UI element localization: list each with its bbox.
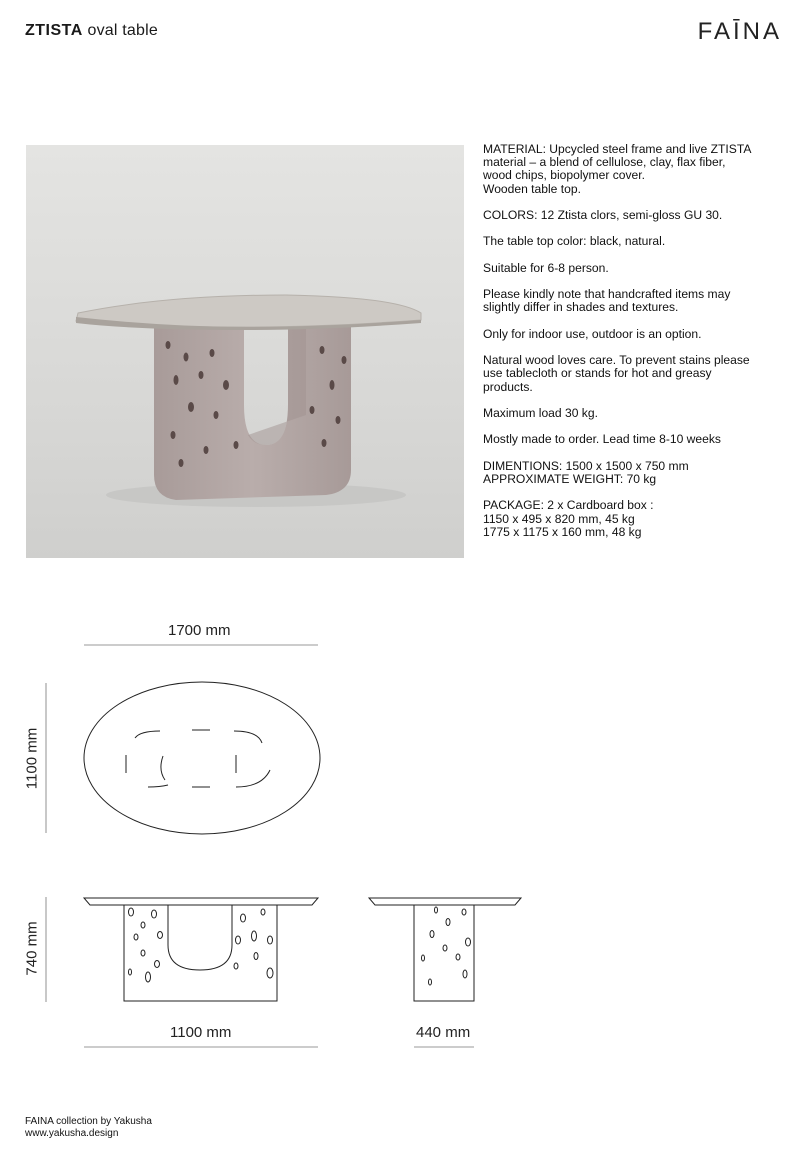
front-width-label: 1100 mm [170, 1024, 232, 1041]
spec-care-line: Natural wood loves care. To prevent stains please [483, 353, 750, 368]
spec-package-line: 1775 x 1175 x 160 mm, 48 kg [483, 524, 642, 539]
spec-package-line: PACKAGE: 2 x Cardboard box : [483, 498, 654, 513]
spec-care-line: use tablecloth or stands for hot and greasy [483, 366, 712, 381]
front-view-drawing [84, 898, 318, 1001]
spec-material-line: Wooden table top. [483, 181, 581, 196]
product-name: oval table [87, 22, 158, 39]
spec-suitable: Suitable for 6-8 person. [483, 260, 609, 275]
spec-dimensions-line: APPROXIMATE WEIGHT: 70 kg [483, 471, 657, 486]
top-width-label: 1700 mm [168, 622, 231, 639]
spec-material-line: wood chips, biopolymer cover. [483, 168, 646, 183]
spec-indoor: Only for indoor use, outdoor is an option. [483, 326, 702, 341]
faina-logo: FAĪNA [697, 18, 782, 45]
spec-handcrafted-line: slightly differ in shades and textures. [483, 300, 679, 315]
spec-dimensions-line: DIMENTIONS: 1500 x 1500 x 750 mm [483, 458, 689, 473]
top-view-drawing [84, 682, 320, 834]
spec-handcrafted-line: Please kindly note that handcrafted items may [483, 287, 731, 302]
spec-colors: COLORS: 12 Ztista clors, semi-gloss GU 30. [483, 208, 723, 222]
spec-care-line: products. [483, 379, 533, 394]
spec-material-line: MATERIAL: Upcycled steel frame and live ZTISTA [483, 142, 752, 156]
side-width-label: 440 mm [416, 1024, 471, 1041]
top-depth-label: 1100 mm [23, 727, 41, 790]
footer-collection: FAINA collection by Yakusha [25, 1116, 152, 1127]
spec-top-color: The table top color: black, natural. [483, 234, 666, 249]
side-view-drawing [369, 898, 521, 1001]
spec-material-line: material – a blend of cellulose, clay, flax fiber, [483, 155, 726, 170]
brand-name: ZTISTA [25, 22, 83, 39]
footer [25, 1116, 152, 1140]
spec-lead-time: Mostly made to order. Lead time 8-10 weeks [483, 432, 721, 447]
height-label: 740 mm [23, 921, 41, 976]
spec-max-load: Maximum load 30 kg. [483, 405, 598, 420]
spec-package-line: 1150 x 495 x 820 mm, 45 kg [483, 511, 635, 526]
footer-website-link[interactable]: www.yakusha.design [25, 1128, 119, 1139]
